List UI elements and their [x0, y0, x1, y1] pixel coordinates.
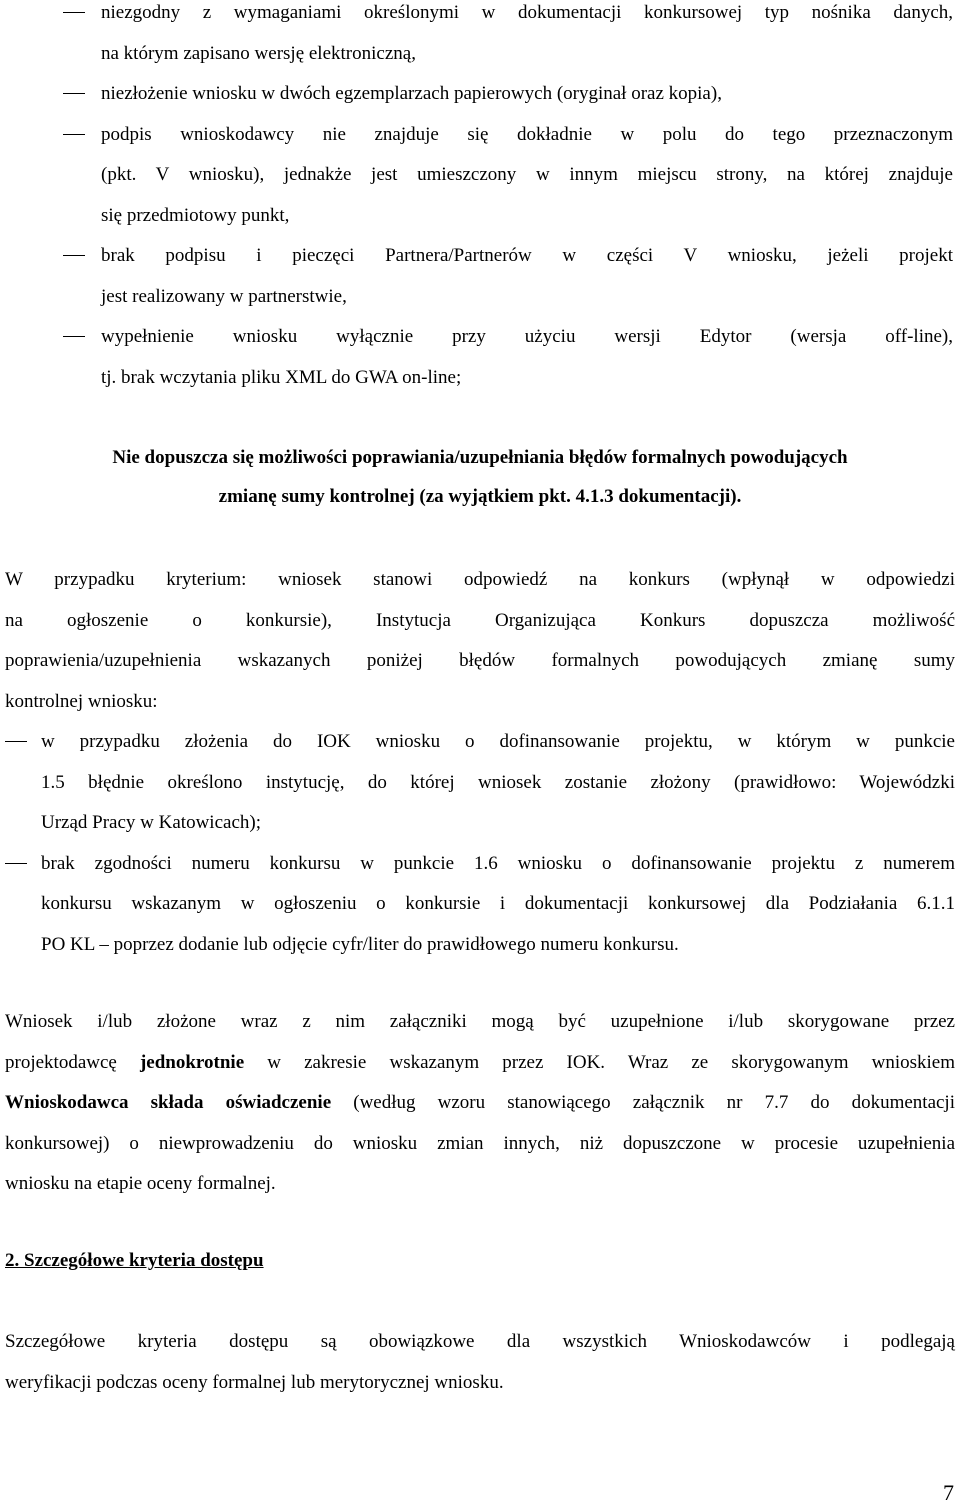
notice-line: Nie dopuszcza się możliwości poprawiania/uzupełniania błędów formalnych powodujących [112, 447, 848, 468]
dash-bullet-icon [63, 336, 85, 337]
list-item [0, 115, 960, 237]
list-item-line: niezłożenie wniosku w dwóch egzemplarzach papierowych (oryginał oraz kopia), [101, 83, 722, 104]
paragraph-line [5, 1043, 955, 1084]
dash-bullet-icon [63, 134, 85, 135]
list-item-line: 1.5 błędnie określono instytucję, do której wniosek zostanie złożony (prawidłowo: Wojewódzki [41, 771, 955, 793]
list-item-line: tj. brak wczytania pliku XML do GWA on-line; [101, 366, 462, 388]
paragraph-access-criteria [5, 1322, 955, 1403]
list-item-line: wypełnienie wniosku wyłącznie przy użyciu wersji Edytor (wersja off-line), [101, 326, 953, 347]
bold-notice [0, 438, 960, 516]
list-item-line: jest realizowany w partnerstwie, [101, 285, 347, 307]
list-item-line: niezgodny z wymaganiami określonymi w dokumentacji konkursowej typ nośnika danych, [101, 2, 953, 23]
paragraph-line [5, 1083, 955, 1124]
list-item-line: konkursu wskazanym w ogłoszeniu o konkursie i dokumentacji konkursowej dla Podziałania 6.1.1 [41, 893, 955, 914]
list-item-line: (pkt. V wniosku), jednakże jest umieszczony w innym miejscu strony, na której znajduje [101, 164, 953, 185]
emphasis-once: jednokrotnie [139, 1051, 245, 1073]
notice-line: zmianę sumy kontrolnej (za wyjątkiem pkt. 4.1.3 dokumentacji). [218, 486, 742, 507]
paragraph-line: weryfikacji podczas oceny formalnej lub merytorycznej wniosku. [5, 1371, 504, 1393]
dash-bullet-icon [5, 863, 27, 864]
paragraph-one-time-correction [5, 1002, 955, 1205]
list-item-line: PO KL – poprzez dodanie lub odjęcie cyfr/liter do prawidłowego numeru konkursu. [41, 933, 679, 955]
paragraph-correction-rules [5, 560, 955, 722]
section-heading: 2. Szczegółowe kryteria dostępu [5, 1250, 264, 1271]
dash-bullet-icon [63, 93, 85, 94]
list-item [0, 236, 960, 317]
dash-bullet-icon [5, 741, 27, 742]
criteria-list-top [0, 0, 960, 398]
dash-bullet-icon [63, 255, 85, 256]
emphasis-declaration: Wnioskodawca składa oświadczenie [5, 1092, 332, 1113]
list-item [0, 844, 960, 966]
paragraph-line: kontrolnej wniosku: [5, 690, 158, 712]
list-item-line: brak podpisu i pieczęci Partnera/Partnerów w części V wniosku, jeżeli projekt [101, 245, 953, 266]
list-item-line: brak zgodności numeru konkursu w punkcie 1.6 wniosku o dofinansowanie projektu z numerem [41, 852, 955, 874]
list-item [0, 722, 960, 844]
paragraph-line: poprawienia/uzupełnienia wskazanych poniżej błędów formalnych powodujących zmianę sumy [5, 650, 955, 671]
paragraph-line: Wniosek i/lub złożone wraz z nim załączniki mogą być uzupełnione i/lub skorygowane przez [5, 1011, 955, 1032]
criteria-list-correctable [0, 722, 960, 965]
paragraph-line: konkursowej) o niewprowadzeniu do wniosku zmian innych, niż dopuszczone w procesie uzupełnienia [5, 1132, 955, 1154]
dash-bullet-icon [63, 12, 85, 13]
text-run: (według wzoru stanowiącego załącznik nr 7.7 do dokumentacji [331, 1092, 955, 1113]
list-item-line: się przedmiotowy punkt, [101, 204, 290, 226]
page-number: 7 [943, 1480, 954, 1505]
paragraph-line: Szczegółowe kryteria dostępu są obowiązkowe dla wszystkich Wnioskodawców i podlegają [5, 1331, 955, 1352]
list-item-line: Urząd Pracy w Katowicach); [41, 812, 261, 833]
list-item [0, 0, 960, 74]
list-item-line: w przypadku złożenia do IOK wniosku o dofinansowanie projektu, w którym w punkcie [41, 731, 955, 752]
paragraph-line: W przypadku kryterium: wniosek stanowi odpowiedź na konkurs (wpłynął w odpowiedzi [5, 569, 955, 590]
list-item [0, 317, 960, 398]
text-run: projektodawcę [5, 1051, 140, 1073]
list-item-line: na którym zapisano wersję elektroniczną, [101, 42, 416, 64]
list-item [0, 74, 960, 115]
text-run: w zakresie wskazanym przez IOK. Wraz ze skorygowanym wnioskiem [244, 1051, 955, 1073]
paragraph-line: wniosku na etapie oceny formalnej. [5, 1173, 276, 1194]
paragraph-line: na ogłoszenie o konkursie), Instytucja Organizująca Konkurs dopuszcza możliwość [5, 609, 955, 631]
list-item-line: podpis wnioskodawcy nie znajduje się dokładnie w polu do tego przeznaczonym [101, 123, 953, 145]
